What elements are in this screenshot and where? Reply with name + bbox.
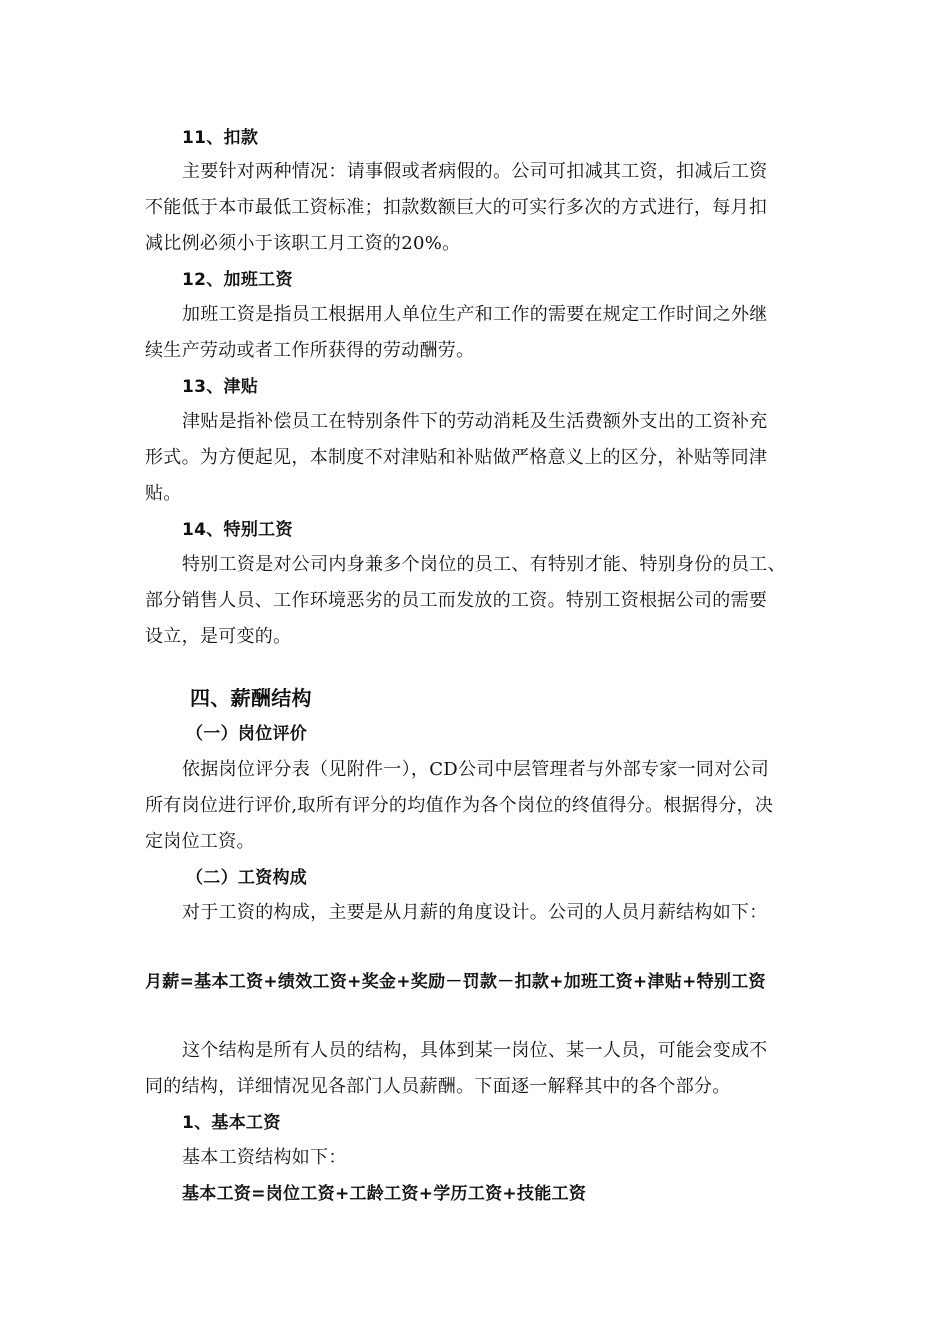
monthly-pay-formula: 月薪=基本工资+绩效工资+奖金+奖励－罚款－扣款+加班工资+津贴+特别工资	[145, 972, 766, 992]
section-heading-allowance: 13、津贴	[182, 377, 259, 397]
paragraph-line: 所有岗位进行评价,取所有评分的均值作为各个岗位的终值得分。根据得分，决	[145, 795, 774, 816]
chapter-title: 四、薪酬结构	[190, 686, 312, 710]
paragraph-line: 基本工资结构如下：	[182, 1147, 347, 1168]
paragraph-line: 对于工资的构成，主要是从月薪的角度设计。公司的人员月薪结构如下：	[182, 902, 768, 923]
paragraph-line: 津贴是指补偿员工在特别条件下的劳动消耗及生活费额外支出的工资补充	[182, 411, 768, 432]
section-heading-base-pay: 1、基本工资	[182, 1113, 281, 1133]
paragraph-line: 主要针对两种情况：请事假或者病假的。公司可扣减其工资，扣减后工资	[182, 161, 768, 182]
paragraph-line: 形式。为方便起见，本制度不对津贴和补贴做严格意义上的区分，补贴等同津	[145, 447, 768, 468]
paragraph-line: 部分销售人员、工作环境恶劣的员工而发放的工资。特别工资根据公司的需要	[145, 590, 768, 611]
paragraph-line: 设立，是可变的。	[145, 626, 292, 647]
paragraph-line: 加班工资是指员工根据用人单位生产和工作的需要在规定工作时间之外继	[182, 304, 768, 325]
paragraph-line: 不能低于本市最低工资标准；扣款数额巨大的可实行多次的方式进行，每月扣	[145, 197, 768, 218]
paragraph-line: 定岗位工资。	[145, 831, 255, 852]
paragraph-line: 续生产劳动或者工作所获得的劳动酬劳。	[145, 340, 475, 361]
section-heading-special-pay: 14、特别工资	[182, 520, 293, 540]
paragraph-line: 贴。	[145, 483, 182, 504]
section-heading-overtime: 12、加班工资	[182, 270, 293, 290]
subsection-heading-job-evaluation: （一）岗位评价	[186, 724, 308, 744]
paragraph-line: 特别工资是对公司内身兼多个岗位的员工、有特别才能、特别身份的员工、	[182, 554, 786, 575]
base-pay-formula: 基本工资=岗位工资+工龄工资+学历工资+技能工资	[182, 1184, 587, 1204]
paragraph-line: 依据岗位评分表（见附件一），CD公司中层管理者与外部专家一同对公司	[182, 759, 770, 780]
subsection-heading-pay-composition: （二）工资构成	[186, 868, 308, 888]
paragraph-line: 同的结构，详细情况见各部门人员薪酬。下面逐一解释其中的各个部分。	[145, 1076, 731, 1097]
paragraph-line: 减比例必须小于该职工月工资的20%。	[145, 233, 461, 254]
section-heading-deductions: 11、扣款	[182, 128, 259, 148]
paragraph-line: 这个结构是所有人员的结构，具体到某一岗位、某一人员，可能会变成不	[182, 1040, 768, 1061]
